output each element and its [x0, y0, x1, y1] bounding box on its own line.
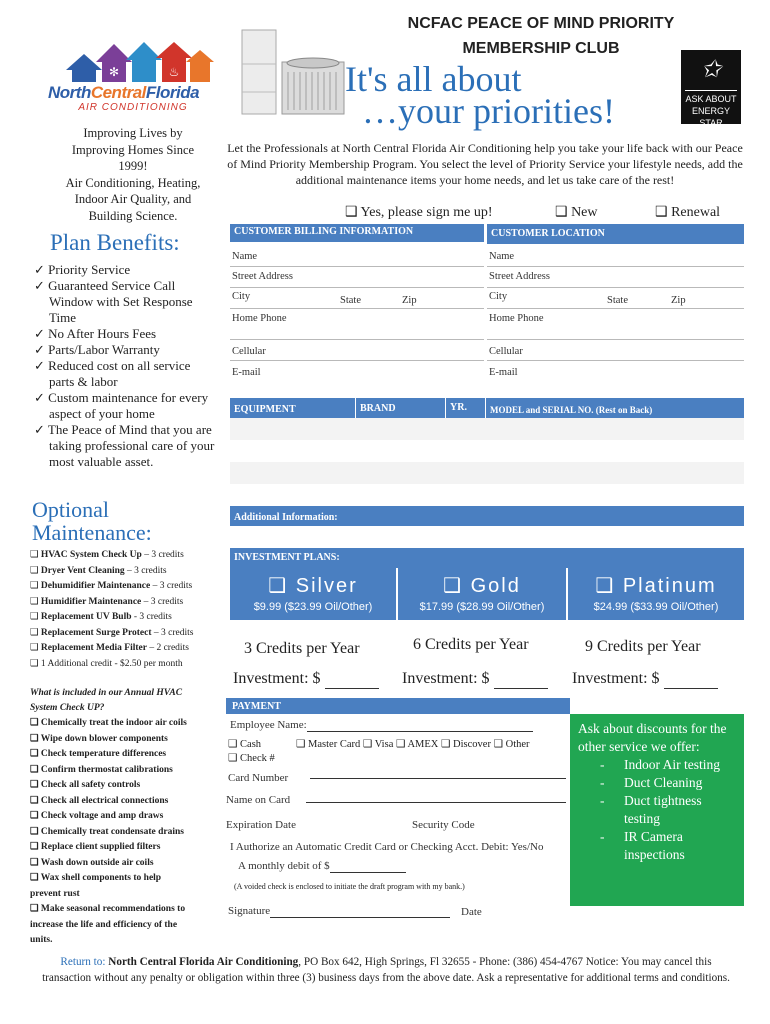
plan-gold-credits: 6 Credits per Year [413, 636, 529, 653]
benefit-item: ✓ The Peace of Mind that you are taking professional care of your most valuable asset. [34, 422, 215, 469]
annual-item: prevent rust [30, 888, 80, 899]
checkbox-icon: ❑ [441, 739, 454, 750]
signup-yes-label: Yes, please sign me up! [360, 205, 493, 220]
left-intro-line: Building Science. [88, 208, 178, 223]
billing-name-field[interactable]: Name [230, 248, 484, 267]
card-option-amex[interactable]: ❑ AMEX [395, 739, 439, 750]
plans-header-label: INVESTMENT PLANS: [234, 552, 340, 563]
signature-field[interactable]: Signature [228, 905, 450, 918]
plan-gold-investment[interactable]: Investment: $ [402, 670, 548, 689]
tagline-2: …your priorities! [362, 91, 615, 131]
billing-street-field[interactable]: Street Address [230, 267, 484, 288]
location-email-field[interactable]: E-mail [489, 367, 518, 378]
signup-renewal-label: Renewal [671, 205, 721, 220]
billing-cellular-field[interactable]: Cellular [230, 340, 484, 361]
benefit-item: ✓ Guaranteed Service Call Window with Set Response Time [34, 278, 193, 325]
checkbox-icon: ❑ [30, 733, 41, 744]
checkbox-icon: ❑ [362, 739, 375, 750]
card-option-mastercard[interactable]: ❑ Master Card [296, 739, 361, 750]
energy-star-line1: ASK ABOUT [685, 94, 737, 104]
equipment-row[interactable] [230, 462, 744, 485]
plan-gold-price: $17.99 ($28.99 Oil/Other) [419, 601, 545, 613]
authorize-text: I Authorize an Automatic Credit Card or Checking Acct. Debit: Yes/No [230, 841, 544, 853]
annual-item: units. [30, 935, 53, 945]
optional-item[interactable]: ❑ Replacement UV Bulb - 3 credits [30, 612, 172, 622]
checkbox-icon: ❑ [30, 904, 41, 914]
location-home-phone-field[interactable]: Home Phone [487, 309, 744, 340]
equipment-row[interactable] [230, 484, 744, 506]
checkbox-icon: ❑ [443, 575, 471, 597]
plan-silver-name: Silver [295, 575, 358, 597]
houses-icon [48, 40, 218, 82]
brand-col-header: BRAND [360, 403, 396, 414]
left-intro [48, 125, 218, 224]
check-icon: ✓ [34, 390, 49, 405]
signup-new[interactable] [555, 204, 598, 221]
annual-item: ❑ Wax shell components to help [30, 873, 162, 883]
left-intro-line: Indoor Air Quality, and [74, 192, 192, 206]
expiration-date-field[interactable]: Expiration Date [226, 819, 296, 831]
optional-item[interactable]: ❑ HVAC System Check Up – 3 credits [30, 550, 184, 560]
payment-header-label: PAYMENT [232, 701, 281, 712]
checkbox-icon: ❑ [345, 205, 361, 220]
checkbox-icon: ❑ [30, 550, 41, 560]
benefit-item: ✓ Custom maintenance for every aspect of your home [34, 390, 209, 421]
card-option-visa[interactable]: ❑ Visa [362, 739, 394, 750]
security-code-field[interactable]: Security Code [412, 819, 475, 831]
annual-item: ❑ Check all electrical connections [30, 795, 169, 806]
checkbox-icon: ❑ [228, 753, 241, 764]
location-state-label: State [607, 295, 628, 306]
checkbox-icon: ❑ [30, 811, 41, 821]
plan-silver[interactable] [230, 568, 396, 620]
optional-item[interactable]: ❑ Replacement Media Filter – 2 credits [30, 643, 189, 653]
checkbox-icon: ❑ [555, 205, 572, 220]
checkbox-icon: ❑ [30, 795, 41, 806]
plan-benefits-title: Plan Benefits: [50, 230, 180, 255]
billing-zip-label: Zip [402, 295, 417, 306]
check-icon: ✓ [34, 262, 49, 277]
energy-star-icon: ✩ [700, 57, 722, 83]
brand-sub: AIR CONDITIONING [78, 102, 188, 113]
additional-info-bar[interactable] [230, 506, 744, 526]
signup-renewal[interactable] [655, 204, 720, 221]
card-option-discover[interactable]: ❑ Discover [441, 739, 491, 750]
brand-florida: Florida [145, 83, 200, 102]
checkbox-icon: ❑ [30, 658, 41, 669]
billing-header: CUSTOMER BILLING INFORMATION [230, 224, 484, 242]
optional-item[interactable]: ❑ 1 Additional credit - $2.50 per month [30, 658, 183, 669]
annual-item: ❑ Replace client supplied filters [30, 842, 161, 852]
checkbox-icon: ❑ [30, 612, 41, 622]
footer [36, 954, 736, 986]
location-cellular-field[interactable]: Cellular [487, 340, 744, 361]
annual-item: ❑ Check voltage and amp draws [30, 811, 164, 821]
plan-silver-investment[interactable]: Investment: $ [233, 670, 379, 689]
annual-item: ❑ Make seasonal recommendations to [30, 904, 186, 914]
club-title-2: MEMBERSHIP CLUB [462, 40, 620, 57]
plan-platinum-price: $24.99 ($33.99 Oil/Other) [593, 601, 719, 613]
energy-star-badge [681, 50, 741, 128]
plan-platinum[interactable] [568, 568, 744, 620]
checkbox-icon: ❑ [30, 643, 41, 653]
annual-item: ❑ Chemically treat the indoor air coils [30, 718, 187, 728]
discounts-box [570, 714, 744, 906]
signup-yes[interactable] [345, 204, 493, 221]
checkbox-icon: ❑ [30, 627, 41, 638]
discount-item: - Duct tightness testing [600, 793, 702, 826]
additional-info-label: Additional Information: [234, 512, 338, 523]
checkbox-icon: ❑ [30, 596, 41, 607]
plan-silver-credits: 3 Credits per Year [244, 640, 360, 657]
svg-text:♨: ♨ [168, 65, 180, 79]
checkbox-icon: ❑ [30, 581, 41, 591]
checkbox-icon: ❑ [30, 857, 41, 868]
payment-header [226, 698, 570, 714]
billing-city-label: City [232, 291, 251, 302]
checkbox-icon: ❑ [30, 826, 41, 837]
annual-item: ❑ Check all safety controls [30, 780, 141, 790]
plans-tiers [230, 568, 744, 620]
billing-home-phone-field[interactable]: Home Phone [230, 309, 484, 340]
footer-company: North Central Florida Air Conditioning [108, 956, 299, 968]
checkbox-icon: ❑ [228, 739, 241, 750]
annual-item: ❑ Confirm thermostat calibrations [30, 764, 173, 775]
model-col-header: MODEL and SERIAL NO. (Rest on Back) [490, 405, 653, 415]
checkbox-icon: ❑ [268, 575, 296, 597]
checkbox-icon: ❑ [595, 575, 623, 597]
payment-card-options [296, 738, 530, 750]
location-city-row[interactable] [487, 288, 744, 309]
plan-gold[interactable] [398, 568, 566, 620]
benefit-item: ✓ No After Hours Fees [34, 326, 157, 341]
billing-city-row[interactable] [230, 288, 484, 309]
discounts-intro: Ask about discounts for the other service we offer: [578, 721, 727, 754]
optional-item[interactable]: ❑ Replacement Surge Protect – 3 credits [30, 627, 194, 638]
location-header: CUSTOMER LOCATION [487, 224, 744, 244]
voided-check-note: (A voided check is enclosed to initiate the draft program with my bank.) [234, 882, 465, 891]
plan-benefits-list [34, 262, 218, 470]
benefit-item: ✓ Priority Service [34, 262, 131, 277]
annual-item: ❑ Check temperature differences [30, 749, 167, 759]
location-zip-label: Zip [671, 295, 686, 306]
benefit-item: ✓ Reduced cost on all service parts & labor [34, 358, 191, 389]
annual-item: ❑ Wash down outside air coils [30, 857, 154, 868]
plan-platinum-investment[interactable]: Investment: $ [572, 670, 718, 689]
card-option-other[interactable]: ❑ Other [493, 739, 530, 750]
equipment-header-row [230, 398, 744, 418]
left-intro-line: 1999! [118, 159, 148, 173]
checkbox-icon: ❑ [30, 764, 41, 775]
plan-gold-name: Gold [470, 575, 521, 597]
checkbox-icon: ❑ [30, 873, 41, 883]
payment-cash-option[interactable]: ❑ Cash [228, 739, 262, 750]
name-on-card-field[interactable]: Name on Card [226, 794, 291, 806]
location-name-field[interactable]: Name [487, 248, 744, 267]
optional-item[interactable]: ❑ Humidifier Maintenance – 3 credits [30, 596, 184, 607]
plan-silver-price: $9.99 ($23.99 Oil/Other) [253, 601, 373, 613]
checkbox-icon: ❑ [655, 205, 672, 220]
location-form [487, 248, 744, 385]
optional-list [30, 548, 222, 672]
discount-item: - Indoor Air testing [600, 757, 720, 772]
checkbox-icon: ❑ [296, 739, 309, 750]
location-city-label: City [489, 291, 508, 302]
equipment-row[interactable] [230, 418, 744, 441]
checkbox-icon: ❑ [30, 565, 41, 576]
date-field[interactable]: Date [461, 906, 482, 918]
plan-platinum-name: Platinum [622, 575, 717, 597]
annual-item: ❑ Wipe down blower components [30, 733, 168, 744]
plan-platinum-credits: 9 Credits per Year [585, 638, 701, 655]
brand-north: North [48, 83, 91, 102]
svg-text:✻: ✻ [108, 65, 120, 79]
intro-paragraph: Let the Professionals at North Central Florida Air Conditioning help you take your life back with our Peace of Mind Priority Membership Program. You select the level of Priority Service your lifestyle needs, add the additional maintenance items your home needs, and let us take care of the rest! [227, 141, 743, 187]
check-icon: ✓ [34, 326, 49, 341]
company-logo [48, 40, 218, 112]
billing-form [230, 248, 484, 385]
optional-item[interactable]: ❑ Dryer Vent Cleaning – 3 credits [30, 565, 167, 576]
footer-rest: , PO Box 642, High Springs, Fl 32655 - Phone: (386) 454-4767 Notice: You may cancel this transaction without any penalty or obligation within three (3) business days from the above date. Ask a representative for additional terms and conditions. [42, 956, 730, 984]
plans-header [230, 548, 744, 568]
card-number-field[interactable]: Card Number [228, 772, 289, 784]
equipment-col-header: EQUIPMENT [234, 404, 296, 415]
year-col-header: YR. [450, 402, 467, 413]
energy-star-line2: ENERGY STAR [691, 106, 730, 128]
employee-name-field[interactable]: Employee Name: [230, 719, 533, 732]
payment-check-option[interactable]: ❑ Check # [228, 753, 275, 764]
checkbox-icon: ❑ [30, 749, 41, 759]
discount-item: - IR Camera inspections [600, 829, 685, 862]
left-intro-line: Improving Homes Since [71, 142, 195, 157]
equipment-table [230, 398, 744, 508]
monthly-debit-field[interactable]: A monthly debit of $ [238, 860, 406, 873]
check-icon: ✓ [34, 342, 49, 357]
optional-item[interactable]: ❑ Dehumidifier Maintenance – 3 credits [30, 581, 193, 591]
signup-new-label: New [571, 205, 598, 220]
optional-title: Optional Maintenance: [32, 497, 152, 545]
checkbox-icon: ❑ [30, 718, 41, 728]
annual-item: increase the life and efficiency of the [30, 919, 178, 930]
checkbox-icon: ❑ [30, 780, 41, 790]
annual-title: What is included in our Annual HVAC System Check UP? [30, 688, 183, 713]
check-icon: ✓ [34, 278, 49, 293]
ac-units-image [238, 28, 348, 120]
billing-state-label: State [340, 295, 361, 306]
annual-item: ❑ Chemically treat condensate drains [30, 826, 185, 837]
check-icon: ✓ [34, 422, 48, 437]
left-intro-line: Air Conditioning, Heating, [65, 175, 201, 190]
club-title-1: NCFAC PEACE OF MIND PRIORITY [407, 15, 675, 32]
checkbox-icon: ❑ [395, 739, 408, 750]
billing-email-field[interactable]: E-mail [232, 367, 261, 378]
annual-list [30, 716, 222, 949]
location-street-field[interactable]: Street Address [487, 267, 744, 288]
benefit-item: ✓ Parts/Labor Warranty [34, 342, 160, 357]
left-intro-line: Improving Lives by [83, 126, 183, 140]
checkbox-icon: ❑ [493, 739, 506, 750]
checkbox-icon: ❑ [30, 842, 41, 852]
check-icon: ✓ [34, 358, 49, 373]
footer-return-to: Return to: [60, 956, 106, 968]
equipment-row[interactable] [230, 440, 744, 463]
tagline-1: It's all about [345, 59, 522, 99]
brand-central: Central [90, 83, 146, 102]
discount-item: - Duct Cleaning [600, 775, 703, 790]
